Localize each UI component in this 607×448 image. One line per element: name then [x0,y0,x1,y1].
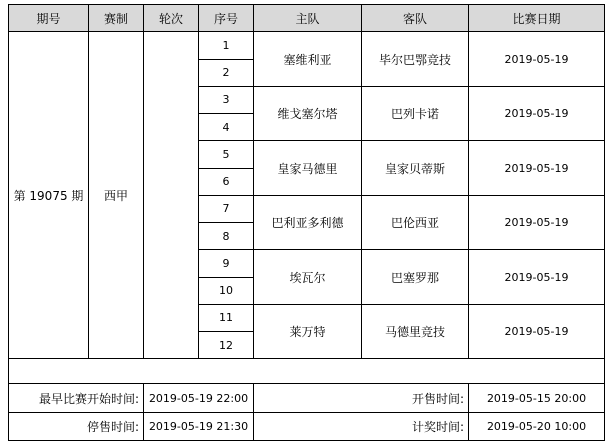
prize-calc-label: 计奖时间: [254,412,469,440]
header-seq: 序号 [199,5,254,32]
home-team: 巴利亚多利德 [254,195,362,250]
home-team: 皇家马德里 [254,141,362,196]
match-date: 2019-05-19 [469,141,605,196]
seq-cell: 11 [199,304,254,331]
header-league: 赛制 [89,5,144,32]
away-team: 马德里竞技 [362,304,469,359]
header-issue: 期号 [9,5,89,32]
seq-cell: 10 [199,277,254,304]
sale-stop-value: 2019-05-19 21:30 [144,412,254,440]
match-date: 2019-05-19 [469,195,605,250]
away-team: 毕尔巴鄂竞技 [362,32,469,87]
seq-cell: 5 [199,141,254,168]
header-home: 主队 [254,5,362,32]
away-team: 巴塞罗那 [362,250,469,305]
away-team: 皇家贝蒂斯 [362,141,469,196]
issue-number: 第 19075 期 [9,32,89,359]
away-team: 巴伦西亚 [362,195,469,250]
home-team: 埃瓦尔 [254,250,362,305]
footer-row [9,412,605,440]
match-date: 2019-05-19 [469,250,605,305]
sale-stop-label: 停售时间: [9,412,144,440]
home-team: 维戈塞尔塔 [254,86,362,141]
seq-cell: 6 [199,168,254,195]
seq-cell: 12 [199,332,254,359]
seq-cell: 9 [199,250,254,277]
match-date: 2019-05-19 [469,32,605,87]
fixture-table [8,4,605,441]
footer-row [9,384,605,412]
league-name: 西甲 [89,32,144,359]
sale-open-value: 2019-05-15 20:00 [469,384,605,412]
sale-open-label: 开售时间: [254,384,469,412]
match-date: 2019-05-19 [469,86,605,141]
home-team: 莱万特 [254,304,362,359]
table-row [9,32,605,59]
header-away: 客队 [362,5,469,32]
away-team: 巴列卡诺 [362,86,469,141]
seq-cell: 7 [199,195,254,222]
seq-cell: 8 [199,223,254,250]
seq-cell: 3 [199,86,254,113]
header-round: 轮次 [144,5,199,32]
match-date: 2019-05-19 [469,304,605,359]
seq-cell: 1 [199,32,254,59]
header-date: 比赛日期 [469,5,605,32]
seq-cell: 4 [199,114,254,141]
spacer-row [9,359,605,384]
round-cell [144,32,199,359]
blank-row [9,359,605,384]
prize-calc-value: 2019-05-20 10:00 [469,412,605,440]
header-row [9,5,605,32]
earliest-start-label: 最早比赛开始时间: [9,384,144,412]
seq-cell: 2 [199,59,254,86]
home-team: 塞维利亚 [254,32,362,87]
earliest-start-value: 2019-05-19 22:00 [144,384,254,412]
